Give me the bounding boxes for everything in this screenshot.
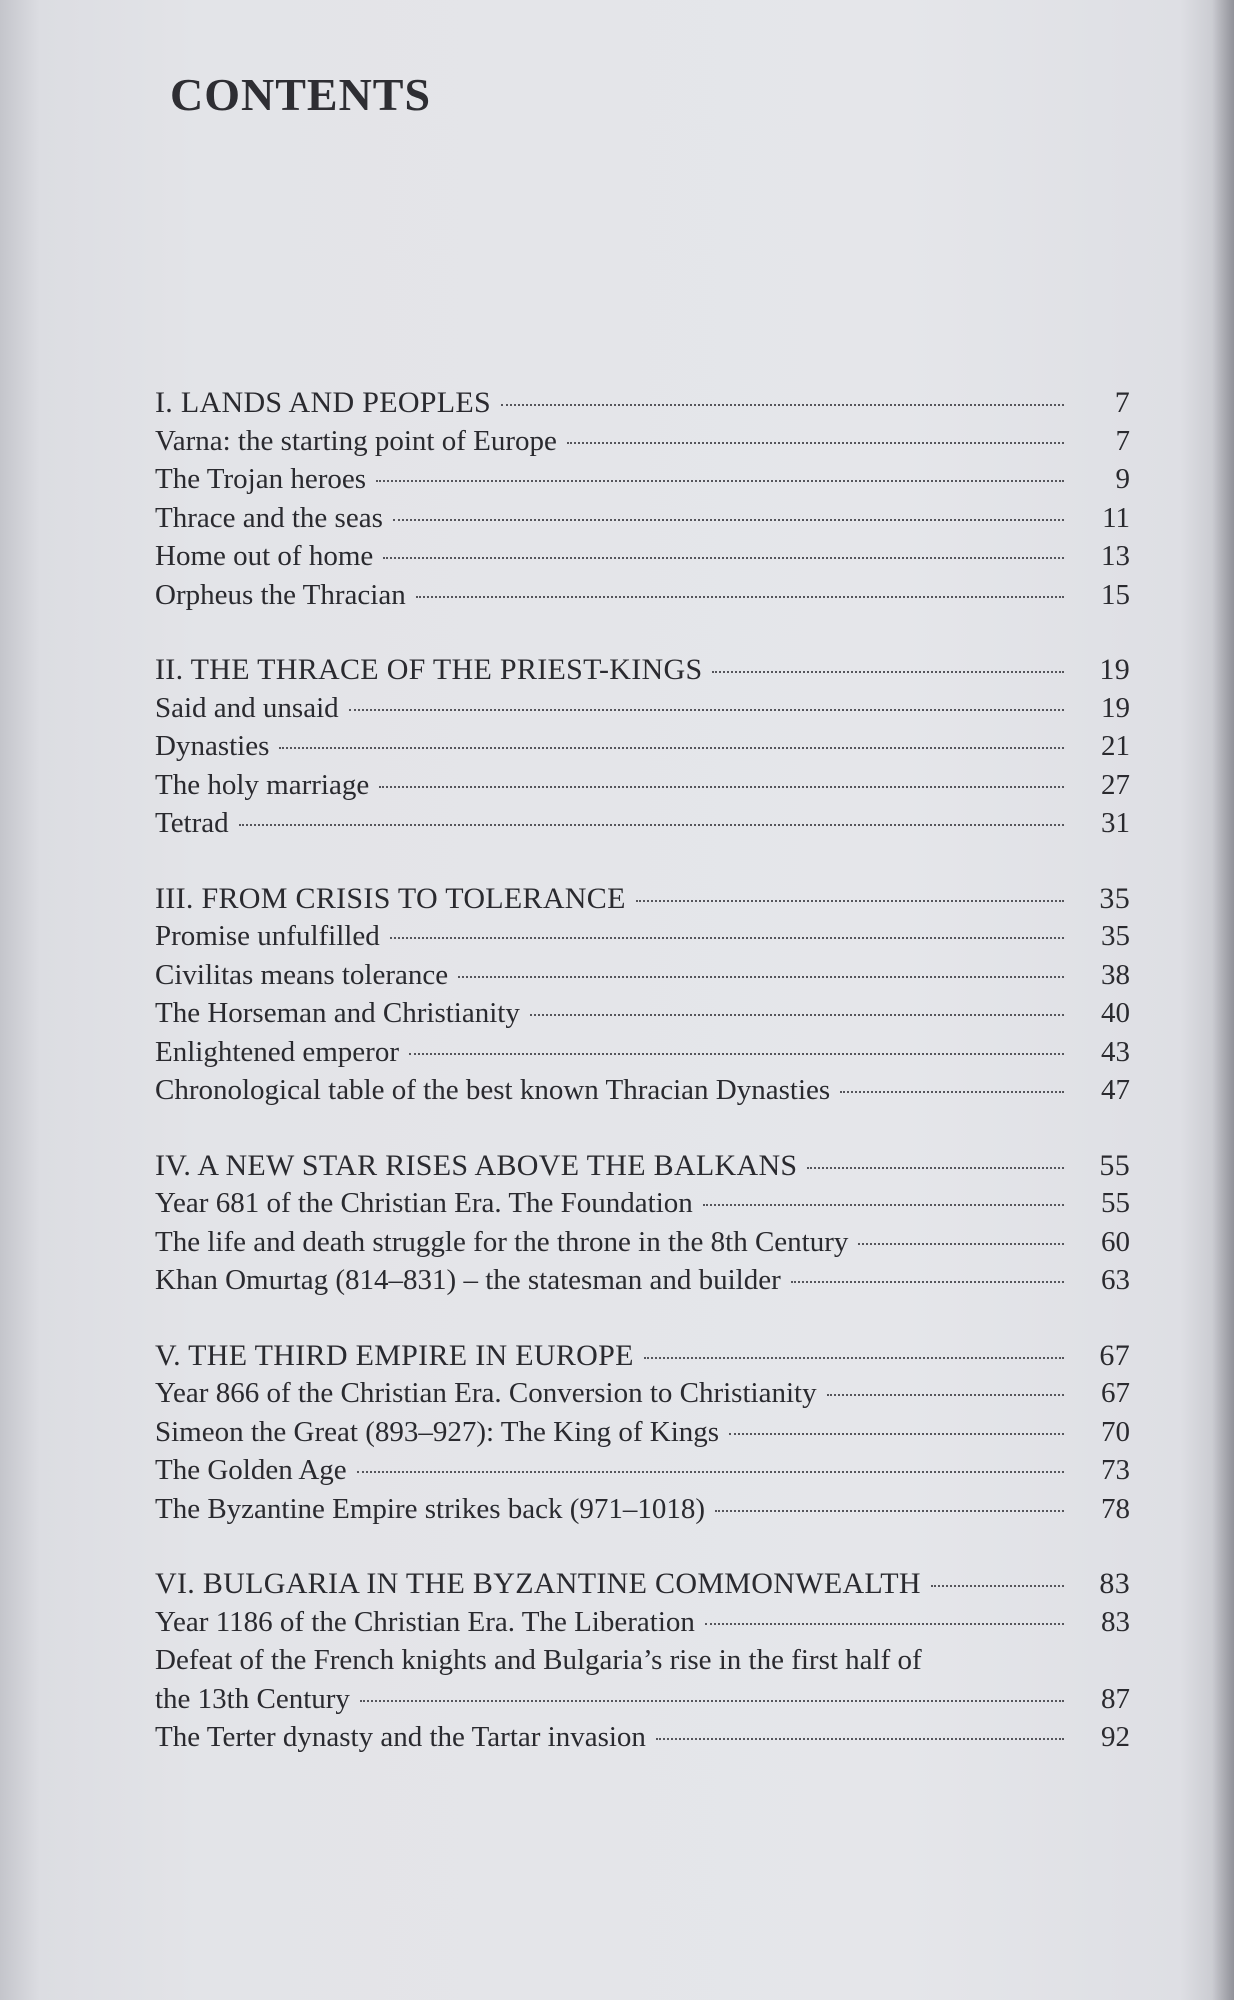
dot-leader	[393, 519, 1064, 521]
toc-entry	[155, 1606, 1130, 1645]
dot-leader	[530, 1014, 1064, 1016]
toc-entry-title: III. FROM CRISIS TO TOLERANCE	[155, 881, 626, 915]
toc-chapter-heading	[155, 1567, 1130, 1606]
toc-page-number: 55	[1099, 1148, 1130, 1182]
dot-leader	[703, 1204, 1064, 1206]
toc-entry	[155, 1377, 1130, 1416]
dot-leader	[279, 747, 1064, 749]
toc-entry-title: Enlightened emperor	[155, 1035, 399, 1068]
toc-chapter-heading	[155, 653, 1130, 692]
dot-leader	[827, 1394, 1064, 1396]
dot-leader	[409, 1053, 1064, 1055]
toc-page-number: 11	[1102, 501, 1130, 534]
toc-entry-title: Said and unsaid	[155, 691, 339, 724]
toc-entry-title: Promise unfulfilled	[155, 920, 380, 952]
toc-entry-title: Chronological table of the best known Thracian Dynasties	[155, 1074, 831, 1106]
toc-entry	[155, 959, 1130, 998]
dot-leader	[644, 1357, 1064, 1359]
toc-entry-title: The Byzantine Empire strikes back (971–1018)	[155, 1492, 706, 1525]
dot-leader	[656, 1738, 1064, 1740]
toc-section	[155, 882, 1130, 1113]
toc-entry	[155, 1226, 1130, 1265]
toc-entry	[155, 463, 1130, 502]
dot-leader	[349, 709, 1064, 711]
toc-section	[155, 1149, 1130, 1303]
toc-section	[155, 386, 1130, 617]
toc-entry-title: Year 681 of the Christian Era. The Foundation	[155, 1187, 693, 1219]
toc-entry	[155, 425, 1130, 464]
dot-leader	[791, 1281, 1064, 1283]
toc-entry-title: The Terter dynasty and the Tartar invasion	[155, 1721, 646, 1753]
toc-page-number: 83	[1099, 1567, 1130, 1600]
toc-entry	[155, 997, 1130, 1036]
toc-entry-title: The Golden Age	[155, 1454, 347, 1486]
toc-chapter-heading	[155, 386, 1130, 425]
toc-entry	[155, 1454, 1130, 1493]
toc-entry	[155, 502, 1130, 541]
toc-entry-title: I. LANDS AND PEOPLES	[155, 386, 492, 419]
toc-page-number: 40	[1101, 997, 1130, 1029]
dot-leader	[858, 1243, 1064, 1245]
toc-page-number: 63	[1101, 1264, 1130, 1296]
toc-entry-title: V. THE THIRD EMPIRE IN EUROPE	[155, 1338, 634, 1372]
toc-page-number: 19	[1101, 691, 1130, 724]
toc-entry	[155, 579, 1130, 618]
toc-section	[155, 1339, 1130, 1532]
toc-page-number: 13	[1101, 540, 1130, 572]
toc-entry	[155, 769, 1130, 808]
toc-page-number: 7	[1114, 386, 1130, 419]
toc-page-number: 43	[1101, 1035, 1130, 1068]
toc-page-number: 83	[1101, 1605, 1130, 1638]
dot-leader	[840, 1091, 1064, 1093]
toc-chapter-heading	[155, 1339, 1130, 1378]
toc-page-number: 15	[1101, 578, 1130, 611]
toc-entry-title: The Horseman and Christianity	[155, 997, 520, 1029]
toc-page-number: 35	[1099, 881, 1130, 915]
dot-leader	[729, 1433, 1064, 1435]
toc-entry-title: Defeat of the French knights and Bulgaria’s rise in the first half of	[155, 1644, 922, 1676]
toc-page-number: 92	[1101, 1721, 1130, 1753]
page-edge-shadow	[1212, 0, 1234, 2000]
toc-chapter-heading	[155, 882, 1130, 921]
toc-entry-title: The holy marriage	[155, 768, 370, 801]
dot-leader	[715, 1510, 1064, 1512]
dot-leader	[390, 937, 1064, 939]
toc-entry-title: II. THE THRACE OF THE PRIEST-KINGS	[155, 653, 703, 686]
dot-leader	[931, 1585, 1064, 1587]
dot-leader	[379, 786, 1064, 788]
toc-entry	[155, 1074, 1130, 1113]
toc-entry-title: the 13th Century	[155, 1682, 350, 1715]
toc-page-number: 38	[1101, 958, 1130, 991]
toc-page-number: 47	[1101, 1074, 1130, 1106]
toc-page-number: 55	[1101, 1187, 1130, 1219]
toc-entry-title: Thrace and the seas	[155, 501, 383, 534]
dot-leader	[807, 1167, 1064, 1169]
toc-section	[155, 1567, 1130, 1760]
toc-page-number: 78	[1101, 1492, 1130, 1525]
toc-page-number: 67	[1101, 1377, 1130, 1409]
toc-entry-title: Year 866 of the Christian Era. Conversion to Christianity	[155, 1377, 817, 1409]
toc-page-number: 67	[1099, 1338, 1130, 1372]
toc-entry-title: Varna: the starting point of Europe	[155, 424, 557, 457]
dot-leader	[357, 1471, 1064, 1473]
table-of-contents	[155, 386, 1130, 1796]
toc-entry-title: Home out of home	[155, 540, 374, 572]
toc-entry-title: The Trojan heroes	[155, 463, 367, 495]
toc-entry	[155, 1644, 1130, 1683]
toc-entry-title: Orpheus the Thracian	[155, 578, 406, 611]
toc-page-number: 21	[1101, 730, 1130, 762]
dot-leader	[360, 1700, 1064, 1702]
toc-page-number: 73	[1101, 1454, 1130, 1486]
toc-entry	[155, 1416, 1130, 1455]
toc-entry-title: Khan Omurtag (814–831) – the statesman and builder	[155, 1264, 781, 1296]
toc-entry	[155, 1493, 1130, 1532]
dot-leader	[501, 404, 1064, 406]
dot-leader	[712, 671, 1064, 673]
toc-entry	[155, 540, 1130, 579]
toc-page-number: 70	[1101, 1415, 1130, 1448]
toc-page-number: 9	[1115, 463, 1130, 495]
toc-section	[155, 653, 1130, 846]
dot-leader	[636, 900, 1064, 902]
toc-entry	[155, 730, 1130, 769]
toc-entry-title: Dynasties	[155, 730, 270, 762]
toc-entry	[155, 920, 1130, 959]
toc-chapter-heading	[155, 1149, 1130, 1188]
toc-entry-title: IV. A NEW STAR RISES ABOVE THE BALKANS	[155, 1148, 798, 1182]
toc-entry	[155, 807, 1130, 846]
toc-page-number: 60	[1101, 1225, 1130, 1258]
dot-leader	[416, 596, 1064, 598]
toc-entry-title: The life and death struggle for the throne in the 8th Century	[155, 1225, 849, 1258]
toc-entry-title: Civilitas means tolerance	[155, 958, 449, 991]
toc-entry-title: VI. BULGARIA IN THE BYZANTINE COMMONWEALTH	[155, 1567, 921, 1600]
toc-entry-title: Simeon the Great (893–927): The King of Kings	[155, 1415, 720, 1448]
dot-leader	[705, 1623, 1064, 1625]
toc-entry	[155, 692, 1130, 731]
toc-entry	[155, 1264, 1130, 1303]
dot-leader	[567, 442, 1064, 444]
toc-entry	[155, 1187, 1130, 1226]
dot-leader	[239, 824, 1064, 826]
page-title: CONTENTS	[170, 69, 432, 120]
toc-entry	[155, 1036, 1130, 1075]
toc-entry-title: Year 1186 of the Christian Era. The Liberation	[155, 1605, 695, 1638]
toc-entry	[155, 1683, 1130, 1722]
toc-page-number: 35	[1101, 920, 1130, 952]
toc-entry-title: Tetrad	[155, 807, 229, 839]
toc-page-number: 7	[1115, 424, 1130, 457]
dot-leader	[383, 557, 1064, 559]
toc-entry	[155, 1721, 1130, 1760]
toc-page-number: 31	[1101, 807, 1130, 839]
dot-leader	[376, 480, 1064, 482]
toc-page-number: 87	[1101, 1682, 1130, 1715]
toc-page-number: 19	[1099, 653, 1130, 686]
toc-page-number: 27	[1101, 768, 1130, 801]
dot-leader	[458, 976, 1064, 978]
